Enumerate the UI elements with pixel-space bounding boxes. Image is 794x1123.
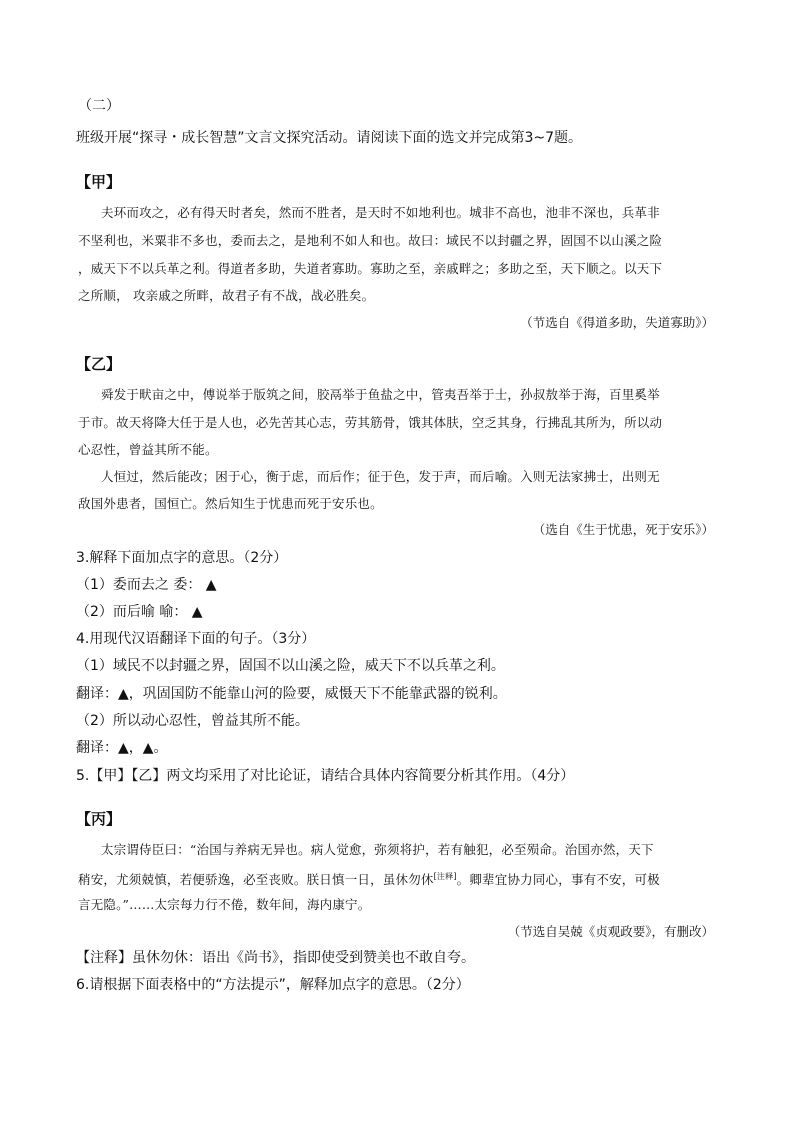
question-4-item-2: （2）所以动心忍性，曾益其所不能。 [76, 713, 309, 729]
passage-yi-line: 敌国外患者，国恒亡。然后知生于忧患而死于安乐也。 [78, 496, 383, 511]
intro-text: 班级开展“探寻・成长智慧”文言文探究活动。请阅读下面的选文并完成第3~7题。 [76, 130, 583, 146]
question-5: 5.【甲】【乙】两文均采用了对比论证，请结合具体内容简要分析其作用。（4分） [76, 768, 575, 784]
passage-bing-line [78, 867, 660, 890]
passage-bing-text: 。卿辈宜协力同心，事有不安，可极 [456, 872, 660, 888]
question-4-answer-1: 翻译：▲，巩固国防不能靠山河的险要，威慑天下不能靠武器的锐利。 [76, 686, 507, 702]
question-3-item-2: （2）而后喻 喻： ▲ [76, 604, 203, 620]
question-4-answer-2: 翻译：▲，▲。 [76, 740, 168, 756]
passage-bing-line: 太宗谓侍臣曰：“治国与养病无异也。病人觉愈，弥须将护，若有触犯，必至殒命。治国亦然，天下 [101, 842, 654, 857]
passage-yi-line: 心忍性，曾益其所不能。 [78, 442, 218, 457]
passage-jia-line: 之所顺， 攻亲戚之所畔，故君子有不战，战必胜矣。 [78, 288, 375, 303]
section-number: （二） [78, 98, 120, 114]
passage-jia-line: 不坚利也，米粟非不多也，委而去之，是地利不如人和也。故曰：域民不以封疆之界，固国不以山溪之险 [78, 233, 663, 248]
passage-bing-text: 稍安，尤须兢慎，若便骄逸，必至丧败。朕日慎一日，虽休勿休 [78, 872, 434, 888]
question-4-item-1: （1）域民不以封疆之界，固国不以山溪之险，威天下不以兵革之利。 [76, 658, 505, 674]
passage-bing-line: 言无隐。”……太宗每力行不倦，数年间，海内康宁。 [78, 897, 371, 912]
annotation-note: 【注释】虽休勿休：语出《尚书》，指即使受到赞美也不敢自夸。 [76, 950, 475, 966]
passage-jia-source: （节选自《得道多助，失道寡助》） [520, 315, 714, 330]
question-4: 4.用现代汉语翻译下面的句子。（3分） [76, 631, 316, 647]
passage-jia-heading: 【甲】 [76, 173, 122, 191]
question-3: 3.解释下面加点字的意思。（2分） [76, 550, 288, 566]
passage-jia-line: ，威天下不以兵革之利。得道者多助，失道者寡助。寡助之至，亲戚畔之；多助之至，天下顺之。以天下 [78, 261, 663, 276]
annotation-marker: [注释] [433, 872, 457, 881]
passage-yi-line: 于市。故天将降大任于是人也，必先苦其心志，劳其筋骨，饿其体肤，空乏其身，行拂乱其所为，所以动 [78, 415, 663, 430]
question-6: 6.请根据下面表格中的“方法提示”，解释加点字的意思。（2分） [76, 977, 470, 993]
passage-yi-line: 人恒过，然后能改；困于心，衡于虑，而后作；征于色，发于声，而后喻。入则无法家拂士，出则无 [101, 469, 660, 484]
passage-bing-heading: 【丙】 [76, 810, 122, 828]
passage-yi-line: 舜发于畎亩之中，傅说举于版筑之间，胶鬲举于鱼盐之中，管夷吾举于士，孙叔敖举于海，百里奚举 [101, 387, 660, 402]
passage-bing-source: （节选自吴兢《贞观政要》，有删改） [507, 924, 714, 939]
passage-yi-heading: 【乙】 [76, 355, 122, 373]
passage-yi-source: （选自《生于忧患，死于安乐》） [532, 522, 714, 537]
passage-jia-line: 夫环而攻之，必有得天时者矣，然而不胜者，是天时不如地利也。城非不高也，池非不深也，兵革非 [101, 205, 660, 220]
question-3-item-1: （1）委而去之 委： ▲ [76, 577, 217, 593]
